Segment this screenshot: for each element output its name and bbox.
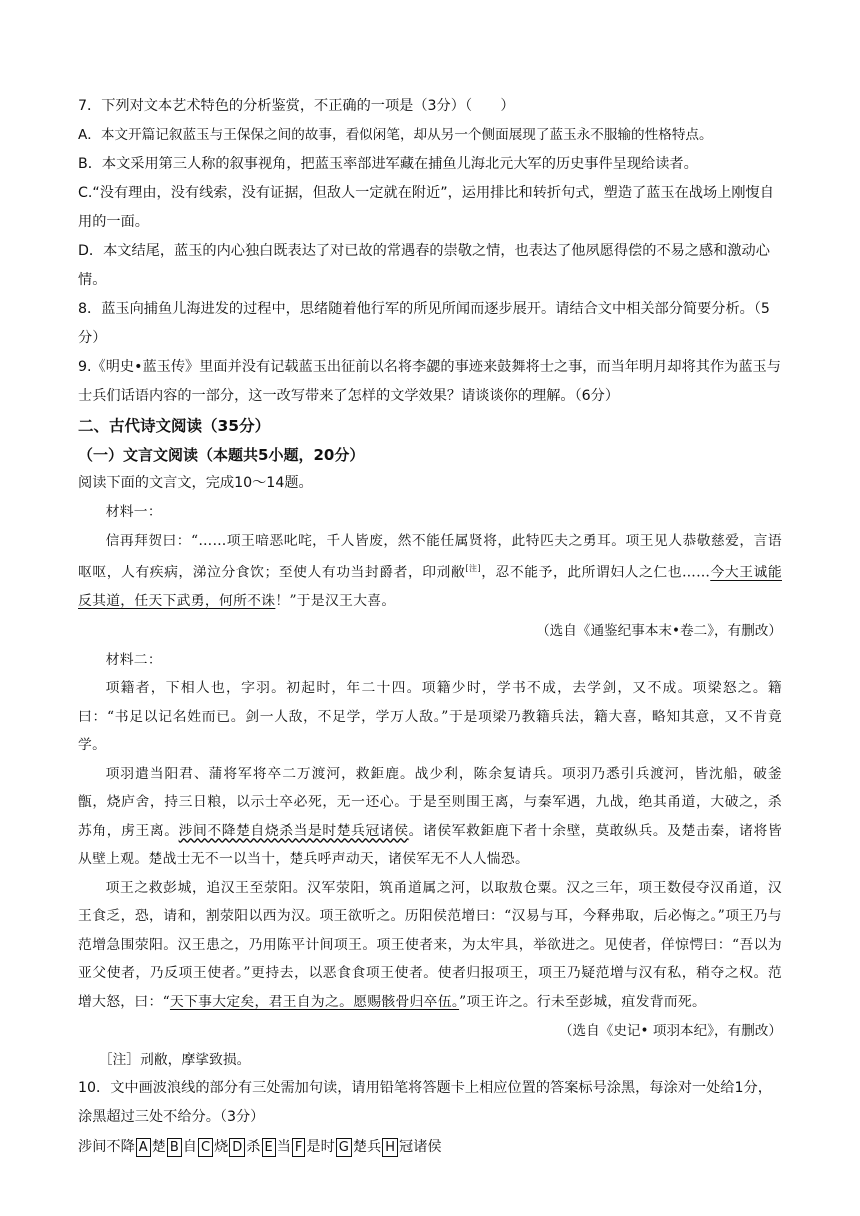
answer-box-f[interactable]: F (292, 1138, 305, 1157)
annotation-note: ［注］刓敝，摩挲致损。 (98, 1052, 251, 1069)
note-mark: [注] (465, 564, 481, 573)
answer-box-d[interactable]: D (229, 1138, 245, 1157)
material-2-p2-text-a: 项羽遣当阳君、蒲将军将卒二万渡河，救鉅鹿。战少利，陈余复请兵。项羽乃悉引兵渡河，皆沈船，破釜甑，烧庐舍，持三日粮，以示士卒必死，无一还心。于是至则围王离，与秦军遇，九战，绝其甬道，大破之，杀苏角，虏王离。 (78, 765, 782, 839)
reading-instruction: 阅读下面的文言文，完成10～14题。 (78, 475, 313, 491)
material-2-underlined-sentence: 天下事大定矣，君王自为之。愿赐骸骨归卒伍。 (169, 993, 460, 1010)
answer-box-c[interactable]: C (198, 1138, 213, 1157)
material-2-source: （选自《史记• 项羽本纪》，有删改） (558, 1023, 782, 1040)
question-7-option-c: C.“没有理由，没有线索，没有证据，但敌人一定就在附近”，运用排比和转折句式，塑造了蓝玉在战场上刚愎自用的一面。 (78, 185, 774, 230)
segment-text: 涉间不降 (78, 1139, 135, 1156)
question-9: 9.《明史•蓝玉传》里面并没有记载蓝玉出征前以名将李勰的事迹来鼓舞将士之事，而当年明月却将其作为蓝玉与士兵们话语内容的一部分，这一改写带来了怎样的文学效果？请谈谈你的理解。（6分） (78, 359, 781, 404)
answer-box-g[interactable]: G (336, 1138, 352, 1157)
answer-box-e[interactable]: E (262, 1138, 276, 1157)
segment-text: 烧 (214, 1139, 229, 1156)
material-2-p3-text-b: ”项王许之。行未至彭城，疽发背而死。 (459, 993, 707, 1010)
answer-box-h[interactable]: H (382, 1138, 398, 1157)
question-8: 8．蓝玉向捕鱼儿海进发的过程中，思绪随着他行军的所见所闻而逐步展开。请结合文中相关部分简要分析。（5分） (78, 301, 770, 346)
segment-text: 杀 (246, 1139, 261, 1156)
question-7-stem: 7．下列对文本艺术特色的分析鉴赏，不正确的一项是（3分）（ ） (78, 98, 515, 114)
section-heading: 二、古代诗文阅读（35分） (78, 417, 271, 435)
material-1-text-b: ，忍不能予，此所谓妇人之仁也…… (480, 564, 711, 581)
material-2-p3-text-a: 项王之救彭城，追汉王至荥阳。汉军荥阳，筑甬道属之河，以取敖仓粟。汉之三年，项王数侵夺汉甬道，汉王食乏，恐，请和，割荥阳以西为汉。项王欲听之。历阳侯范增曰：“汉易与耳，今释弗取，后必悔之。”项王乃与范增急围荥阳。汉王患之，乃用陈平计间项王。项王使者来，为太牢具，举欲进之。见使者，佯惊愕曰：“吾以为亚父使者，乃反项王使者。”更持去，以恶食食项王使者。使者归报项王，项王乃疑范增与汉有私，稍夺之权。范增大怒，曰：“ (78, 879, 782, 1010)
segment-text: 楚兵 (352, 1139, 382, 1156)
material-2-paragraph-1: 项籍者，下相人也，字羽。初起时，年二十四。项籍少时，学书不成，去学剑，又不成。项梁怒之。籍曰：“书足以记名姓而已。剑一人敌，不足学，学万人敌。”于是项梁乃教籍兵法，籍大喜，略知其意，又不肯竟学。 (78, 680, 782, 754)
material-1-underlined-sentence: 今大王诚能反其道，任天下武勇，何所不诛 (78, 564, 782, 610)
material-1-text-a: 信再拜贺曰：“……项王喑恶叱咤，千人皆废，然不能任属贤将，此特匹夫之勇耳。项王见人恭敬慈爱，言语呕呕，人有疾病，涕泣分食饮；至使人有功当封爵者，印刓敝 (78, 532, 782, 581)
question-10-stem: 10．文中画波浪线的部分有三处需加句读，请用铅笔将答题卡上相应位置的答案标号涂黑，每涂对一处给1分，涂黑超过三处不给分。（3分） (78, 1080, 772, 1126)
material-1-source: （选自《通鉴纪事本末•卷二》，有删改） (536, 622, 782, 639)
wavy-underlined-passage: 涉间不降楚自烧杀当是时楚兵冠诸侯 (178, 822, 409, 839)
segment-text: 是时 (306, 1139, 335, 1156)
material-2-paragraph-2 (78, 760, 782, 874)
material-1-text-c: ！”于是汉王大喜。 (275, 593, 396, 610)
question-7-option-a: A．本文开篇记叙蓝玉与王保保之间的故事，看似闲笔，却从另一个侧面展现了蓝玉永不服输的性格特点。 (78, 127, 713, 143)
segment-text: 当 (276, 1139, 291, 1156)
question-10-answer-row (78, 1132, 782, 1162)
segment-text: 自 (182, 1139, 197, 1156)
segment-text: 冠诸侯 (399, 1139, 442, 1156)
material-2-p2-text-b: 。诸侯军救鉅鹿下者十余壁，莫敢纵兵。及楚击秦，诸将皆从壁上观。楚战士无不一以当十，楚兵呼声动天，诸侯军无不人人惴恐。 (78, 822, 782, 868)
material-1-label: 材料一： (105, 504, 162, 520)
question-7-option-b: B．本文采用第三人称的叙事视角，把蓝玉率部进军藏在捕鱼儿海北元大军的历史事件呈现给读者。 (78, 156, 698, 172)
material-2-paragraph-3 (78, 874, 782, 1017)
subsection-heading: （一）文言文阅读（本题共5小题，20分） (78, 446, 365, 464)
question-7-option-d: D．本文结尾，蓝玉的内心独白既表达了对已故的常遇春的崇敬之情，也表达了他夙愿得偿的不易之感和激动心情。 (78, 243, 770, 288)
material-1-paragraph (78, 527, 782, 616)
answer-box-b[interactable]: B (167, 1138, 182, 1157)
answer-box-a[interactable]: A (136, 1138, 151, 1157)
segment-text: 楚 (151, 1139, 166, 1156)
material-2-label: 材料二： (105, 651, 162, 668)
exam-page (78, 92, 782, 1162)
